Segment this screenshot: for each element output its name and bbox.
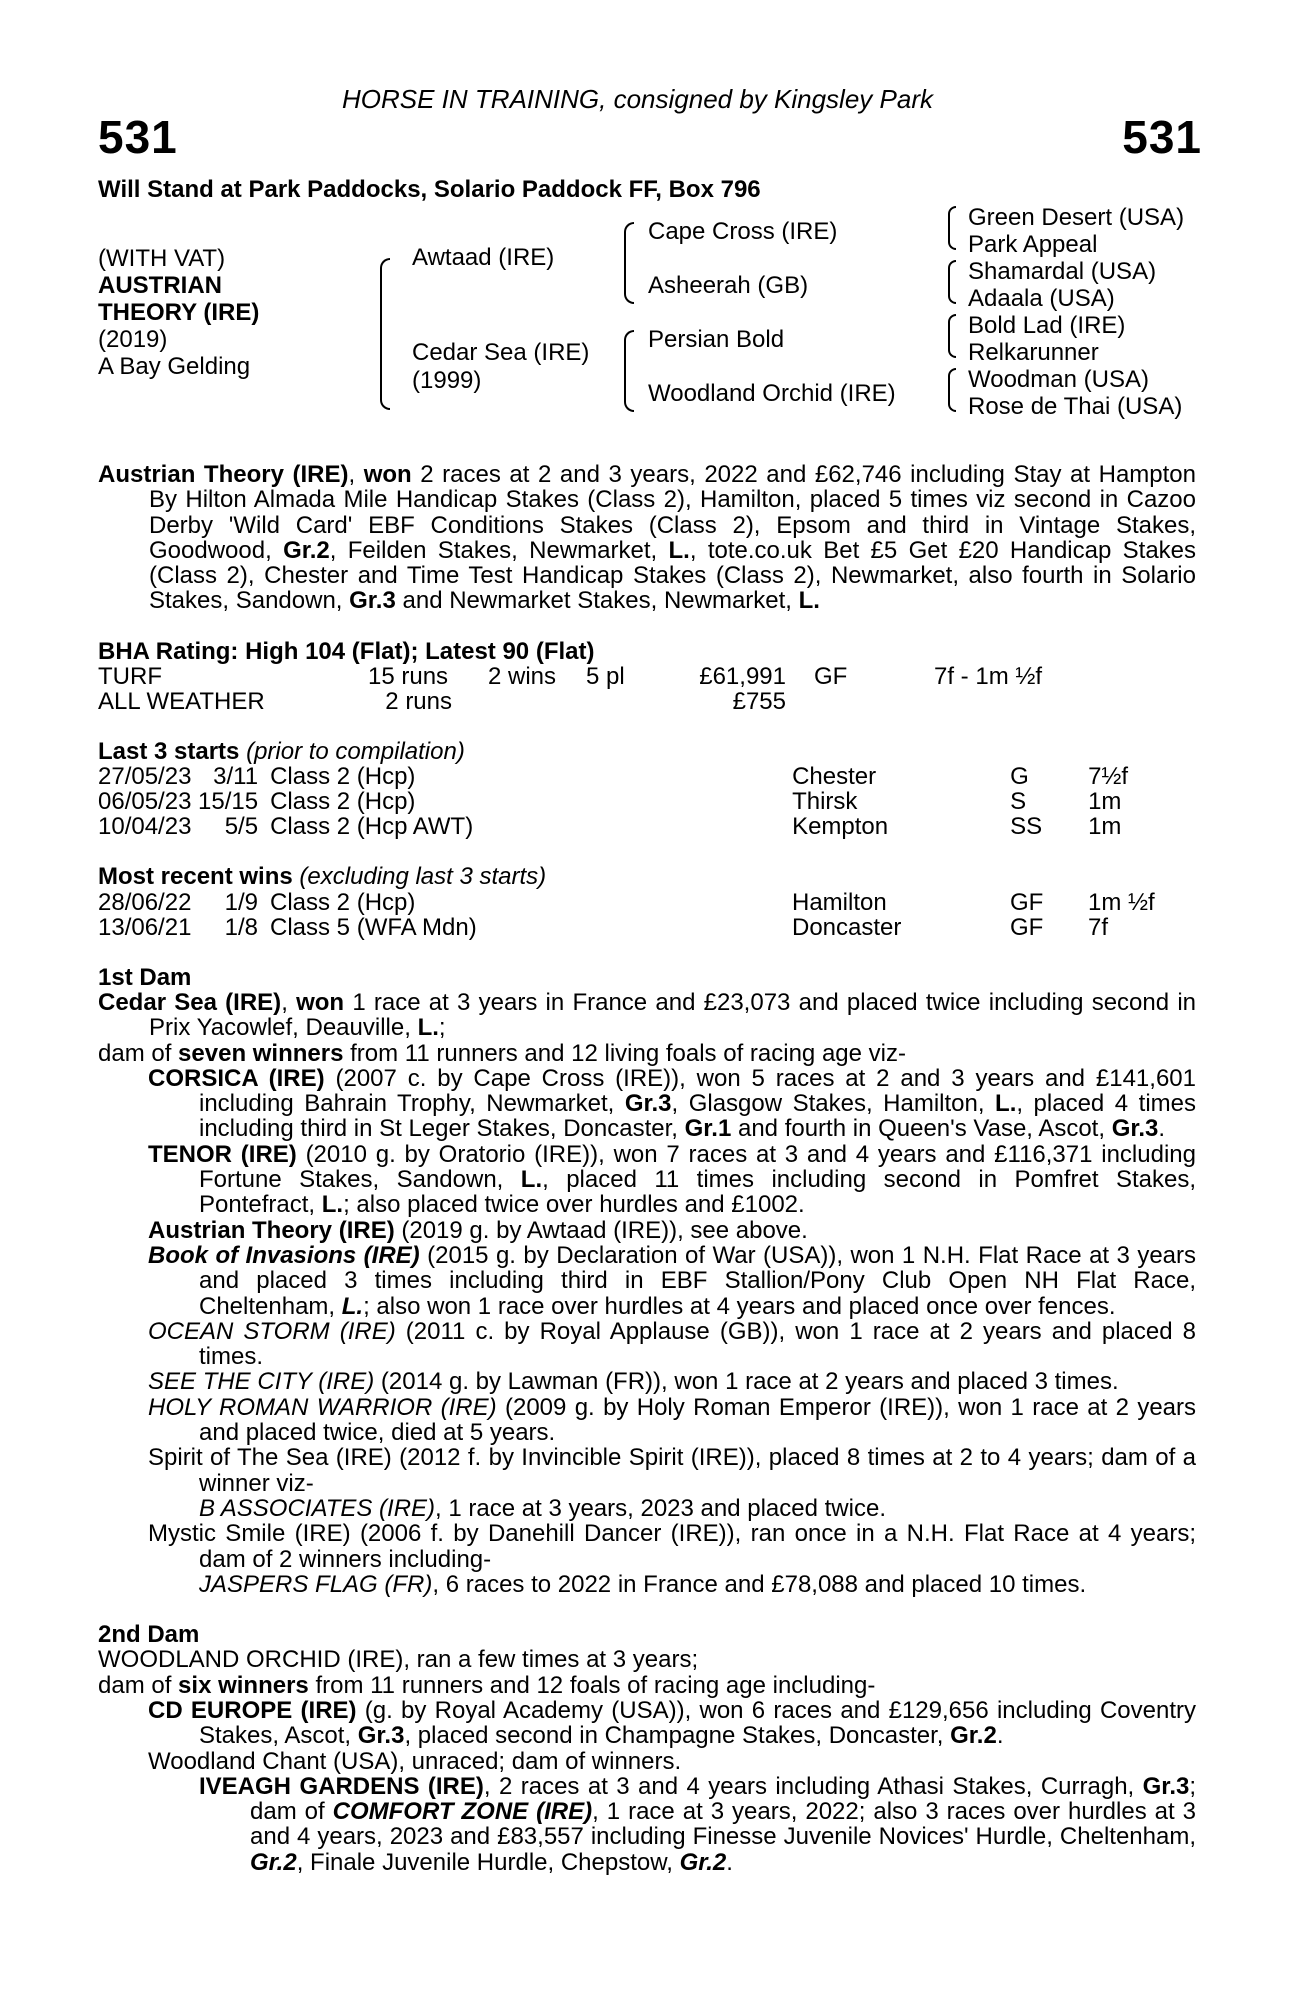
rating-runs: 15 runs [368,663,449,691]
produce-entry [98,1369,1196,1394]
produce-name: SEE THE CITY (IRE) [148,1368,375,1396]
summary-text: , tote.co.uk Bet £5 Get £20 Handicap Stakes (Class 2), Chester and Time Test Handicap Stakes (Class 2), Newmarket, also fourth in Solario Stakes, Sandown, [149,536,1197,615]
produce-listed: L. [321,1191,344,1219]
table-row [98,789,1128,814]
produce-entry [98,1395,1196,1446]
win-class: Class 2 (Hcp) [270,888,416,916]
produce-text: , placed second in Champagne Stakes, Doncaster, [404,1722,951,1750]
intro-text: dam of [98,1671,179,1699]
produce-text: Mystic Smile (IRE) (2006 f. by Danehill Dancer (IRE)), ran once in a N.H. Flat Race at 4 years; dam of 2 winners including- [148,1520,1196,1573]
horse-vat: (WITH VAT) [98,245,226,272]
rating-prize: £61,991 [699,663,786,691]
dam-listed: L. [417,1014,439,1042]
start-going: S [1010,788,1027,816]
produce-sub-entry [98,1572,1196,1597]
start-class: Class 2 (Hcp) [270,788,416,816]
produce-entry [98,1218,1196,1243]
produce-grade: Gr.2 [250,1848,297,1876]
last-starts-table [98,764,1128,839]
produce-text: (2015 g. by Declaration of War (USA)), won 1 N.H. Flat Race at 3 years and placed 3 times including third in EBF Stallion/Pony Club Open NH Flat Race, Cheltenham, [199,1241,1197,1320]
produce-entry [98,1142,1196,1218]
start-date: 27/05/23 [98,763,192,791]
table-row [98,890,1155,915]
produce-text: . [726,1848,733,1876]
rating-going: GF [814,663,848,691]
produce-text: (2014 g. by Lawman (FR)), won 1 race at 2 years and placed 3 times. [374,1368,1119,1396]
dam-won: won [296,988,345,1016]
start-course: Thirsk [792,788,858,816]
summary-text: 2 races at 2 and 3 years, 2022 and £62,746 including Stay at Hampton By Hilton Almada Mile Handicap Stakes (Class 2), Hamilton, placed 5 times viz second in Cazoo Derby 'Wild Card' EBF Conditions Stakes (Class 2), Epsom and third in Vintage Stakes, Goodwood, [149,461,1197,564]
produce-text: , placed 4 times including third in St Leger Stakes, Doncaster, [199,1090,1196,1143]
produce-text: (2007 c. by Cape Cross (IRE)), won 5 races at 2 and 3 years and £141,601 including Bahrain Trophy, Newmarket, [199,1064,1196,1118]
start-position: 5/5 [224,813,259,841]
produce-grade: Gr.2 [679,1848,727,1876]
second-dam-produce-intro [98,1673,1196,1698]
produce-name: CD EUROPE (IRE) [148,1696,357,1724]
start-class: Class 2 (Hcp) [270,763,416,791]
start-distance: 1m [1088,788,1122,816]
summary-grade: Gr.3 [349,587,396,615]
pedigree-ggp-7: Woodman (USA) [968,366,1149,393]
produce-text: . [996,1722,1004,1750]
produce-entry [98,1319,1196,1370]
produce-entry [98,1698,1196,1749]
produce-text: , 1 race at 3 years, 2022; also 3 races over hurdles at 3 and 4 years, 2023 and £83,557 including Finesse Juvenile Novices' Hurdle, Cheltenham, [250,1798,1197,1851]
pedigree-ggp-5: Bold Lad (IRE) [968,312,1126,339]
rating-prize: £755 [732,688,786,716]
produce-text: , 2 races at 3 and 4 years including Athasi Stakes, Curragh, [483,1772,1143,1800]
rating-wins [488,689,586,714]
consignment-line: HORSE IN TRAINING, consigned by Kingsley Park [342,84,933,114]
produce-text: , placed 11 times including second in Pomfret Stakes, Pontefract, [199,1166,1197,1219]
intro-text: from 11 runners and 12 living foals of racing age viz- [343,1039,906,1067]
start-class: Class 2 (Hcp AWT) [270,813,474,841]
intro-text: from 11 runners and 12 foals of racing age including- [308,1671,876,1699]
dam-text: ; [438,1014,446,1042]
produce-text: ; also placed twice over hurdles and £1002. [343,1191,805,1219]
win-date: 28/06/22 [98,888,192,916]
pedigree-dam-dam: Woodland Orchid (IRE) [648,380,896,407]
pedigree-dam: Cedar Sea (IRE) [412,339,590,366]
rating-surface: ALL WEATHER [98,688,265,716]
table-row [98,764,1128,789]
produce-text: , 1 race at 3 years, 2023 and placed twice. [435,1494,886,1522]
summary-won: won [363,461,412,488]
catalogue-body [98,462,1196,1875]
first-dam-produce-intro [98,1041,1196,1066]
start-course: Chester [792,763,877,791]
horse-year: (2019) [98,326,168,353]
section-title: Last 3 starts [98,738,240,766]
first-dam-record: Cedar Sea (IRE), won 1 race at 3 years in France and £23,073 and placed twice including second in Prix Yacowlef, Deauville, L.; [98,988,1197,1042]
produce-text: Woodland Chant (USA), unraced; dam of winners. [148,1747,682,1775]
win-course: Doncaster [792,913,902,941]
sire-parents-brace [624,222,634,304]
rating-table [98,664,1042,714]
rating-heading: BHA Rating: High 104 (Flat); Latest 90 (Flat) [98,637,595,665]
summary-listed: L. [668,536,690,564]
section-note: (prior to compilation) [246,738,465,766]
produce-text: , 6 races to 2022 in France and £78,088 and placed 10 times. [432,1570,1087,1598]
lot-number-right: 531 [1122,111,1202,163]
pedigree-sire-sire: Cape Cross (IRE) [648,218,838,245]
summary-horse-name: Austrian Theory (IRE) [98,461,349,488]
produce-entry [98,1521,1196,1572]
produce-grade: Gr.2 [950,1722,997,1750]
recent-wins-heading [98,864,1196,889]
produce-text: , Glasgow Stakes, Hamilton, [671,1090,996,1118]
pedigree-sire-dam: Asheerah (GB) [648,272,809,299]
rating-wins: 2 wins [488,663,557,691]
start-going: SS [1010,813,1043,841]
win-date: 13/06/21 [98,913,192,941]
pedigree-ggp-2: Park Appeal [968,231,1098,258]
pedigree-ggp-1: Green Desert (USA) [968,204,1185,231]
produce-name: TENOR (IRE) [148,1140,297,1168]
pedigree-ggp-6: Relkarunner [968,339,1099,366]
horse-description: A Bay Gelding [98,353,251,380]
start-going: G [1010,763,1029,791]
produce-entry [98,1066,1196,1142]
dam-parents-brace [624,330,634,412]
start-course: Kempton [792,813,889,841]
win-going: GF [1010,913,1044,941]
lot-number-left: 531 [98,111,178,163]
start-distance: 7½f [1088,763,1129,791]
rating-surface: TURF [98,663,162,691]
produce-text: ; dam of [250,1772,1197,1826]
produce-name: JASPERS FLAG (FR) [199,1570,433,1598]
produce-text: . [1158,1115,1166,1143]
produce-entry [98,1445,1196,1496]
rating-runs: 2 runs [385,688,452,716]
pedigree-ggp-3: Shamardal (USA) [968,258,1157,285]
produce-listed: L. [341,1292,364,1320]
start-position: 3/11 [213,763,259,791]
start-position: 15/15 [198,788,259,816]
dam-text: 1 race at 3 years in France and £23,073 and placed twice including second in Prix Yacowlef, Deauville, [149,988,1197,1042]
pedigree-ggp-8: Rose de Thai (USA) [968,393,1183,420]
produce-text: (2010 g. by Oratorio (IRE)), won 7 races at 3 and 4 years and £116,371 including Fortune Stakes, Sandown, [199,1140,1196,1194]
horse-name-line1: AUSTRIAN [98,272,222,299]
produce-text: , Finale Juvenile Hurdle, Chepstow, [296,1848,680,1876]
start-date: 10/04/23 [98,813,192,841]
win-distance: 1m ½f [1088,888,1155,916]
produce-text: (2019 g. by Awtaad (IRE)), see above. [394,1216,808,1244]
section-note: (excluding last 3 starts) [299,863,547,891]
horse-name-line2: THEORY (IRE) [98,299,260,326]
produce-name: CORSICA (IRE) [148,1064,325,1092]
table-row [98,664,1042,689]
win-course: Hamilton [792,888,887,916]
stand-location: Will Stand at Park Paddocks, Solario Paddock FF, Box 796 [98,176,761,203]
second-dam-heading: 2nd Dam [98,1621,200,1649]
intro-text: dam of [98,1039,179,1067]
produce-text: and fourth in Queen's Vase, Ascot, [731,1115,1112,1143]
rating-going [814,689,934,714]
win-position: 1/8 [224,913,258,941]
produce-listed: L. [995,1090,1017,1118]
start-date: 06/05/23 [98,788,192,816]
produce-text: (g. by Royal Academy (USA)), won 6 races and £129,656 including Coventry Stakes, Ascot, [199,1696,1196,1750]
recent-wins-table [98,890,1155,940]
produce-name: OCEAN STORM (IRE) [148,1317,396,1345]
last-starts-heading [98,739,1196,764]
produce-text: (2011 c. by Royal Applause (GB)), won 1 race at 2 years and placed 8 times. [199,1317,1196,1371]
win-going: GF [1010,888,1044,916]
produce-grade: Gr.1 [684,1115,732,1143]
rating-distance [934,689,1042,714]
pedigree-dam-year: (1999) [412,367,482,394]
produce-grade: Gr.3 [357,1722,405,1750]
produce-entry [98,1749,1196,1774]
win-distance: 7f [1088,913,1109,941]
produce-name: COMFORT ZONE (IRE) [332,1798,593,1826]
rating-placed [586,689,656,714]
summary-text: and Newmarket Stakes, Newmarket, [395,587,799,615]
produce-name: B ASSOCIATES (IRE) [199,1494,436,1522]
produce-name: IVEAGH GARDENS (IRE) [199,1772,484,1800]
summary-text: , Feilden Stakes, Newmarket, [329,536,669,564]
produce-sub-entry [98,1496,1196,1521]
produce-grade: Gr.3 [1142,1772,1190,1800]
ggp-brace-4 [948,368,956,412]
summary-listed: L. [798,587,820,615]
ggp-brace-2 [948,260,956,304]
produce-grade: Gr.3 [624,1090,672,1118]
start-distance: 1m [1088,813,1122,841]
pedigree-dam-sire: Persian Bold [648,326,785,353]
table-row [98,689,1042,714]
sire-dam-brace [380,258,390,410]
winners-count: six winners [178,1671,309,1699]
rating-placed: 5 pl [586,663,625,691]
win-position: 1/9 [224,888,258,916]
pedigree-ggp-4: Adaala (USA) [968,285,1115,312]
produce-entry [98,1243,1196,1319]
second-dam-record: WOODLAND ORCHID (IRE), ran a few times at 3 years; [98,1646,699,1674]
dam-name: Cedar Sea (IRE) [98,988,282,1016]
ggp-brace-3 [948,314,956,358]
winners-count: seven winners [178,1039,344,1067]
table-row [98,814,1128,839]
section-title: Most recent wins [98,863,293,891]
table-row [98,915,1155,940]
pedigree-sire: Awtaad (IRE) [412,244,555,271]
produce-entry [98,1774,1196,1875]
rating-distance: 7f - 1m ½f [934,663,1043,691]
produce-name: Austrian Theory (IRE) [148,1216,395,1244]
produce-text: (2009 g. by Holy Roman Emperor (IRE)), won 1 race at 2 years and placed twice, died at 5 years. [199,1393,1197,1447]
produce-name: HOLY ROMAN WARRIOR (IRE) [148,1393,497,1421]
ggp-brace-1 [948,206,956,250]
summary-grade: Gr.2 [283,536,330,564]
first-dam-heading: 1st Dam [98,963,192,991]
produce-text: ; also won 1 race over hurdles at 4 years and placed once over fences. [363,1292,1116,1320]
race-summary: Austrian Theory (IRE), won 2 races at 2 and 3 years, 2022 and £62,746 including Stay at Hampton By Hilton Almada Mile Handicap Stakes (Class 2), Hamilton, placed 5 times viz second in Cazoo Derby 'Wild Card' EBF Conditions Stakes (Class 2), Epsom and third in Vintage Stakes, Goodwood, Gr.2, Feilden Stakes, Newmarket, L., tote.co.uk Bet £5 Get £20 Handicap Stakes (Class 2), Chester and Time Test Handicap Stakes (Class 2), Newmarket, also fourth in Solario Stakes, Sandown, Gr.3 and Newmarket Stakes, Newmarket, L. [98,461,1197,615]
produce-grade: Gr.3 [1111,1115,1159,1143]
produce-listed: L. [520,1166,543,1194]
win-class: Class 5 (WFA Mdn) [270,913,477,941]
produce-text: Spirit of The Sea (IRE) (2012 f. by Invincible Spirit (IRE)), placed 8 times at 2 to 4 years; dam of a winner viz- [148,1444,1196,1497]
produce-name: Book of Invasions (IRE) [148,1241,420,1269]
